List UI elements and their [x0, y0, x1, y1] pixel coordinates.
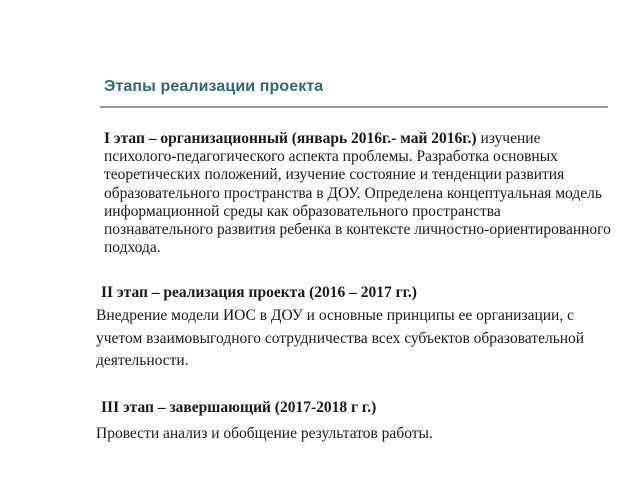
stage-2-heading: II этап – реализация проекта (2016 – 2017 гг.)	[101, 284, 417, 301]
stage-1-paragraph	[104, 130, 612, 257]
stage-3-text: Провести анализ и обобщение результатов работы.	[96, 425, 433, 442]
stage-2-text: Внедрение модели ИОС в ДОУ и основные принципы ее организации, с учетом взаимовыгодного сотрудничества всех субъектов образовательной деятельности.	[96, 307, 585, 369]
slide-title: Этапы реализации проекта	[104, 78, 324, 95]
stage-1-heading: I этап – организационный (январь 2016г.- май 2016г.)	[104, 130, 477, 147]
stage-1-text: изучение психолого-педагогического аспекта проблемы. Разработка основных теоретических положений, изучение состояние и тенденции развития образовательного пространства в ДОУ. Определена концептуальная модель информационной среды как образовательного пространства познавательного развития ребенка в контексте личностно-ориентированного подхода.	[104, 130, 611, 257]
title-divider	[100, 106, 608, 108]
stage-3-heading: III этап – завершающий (2017-2018 г г.)	[101, 399, 377, 416]
